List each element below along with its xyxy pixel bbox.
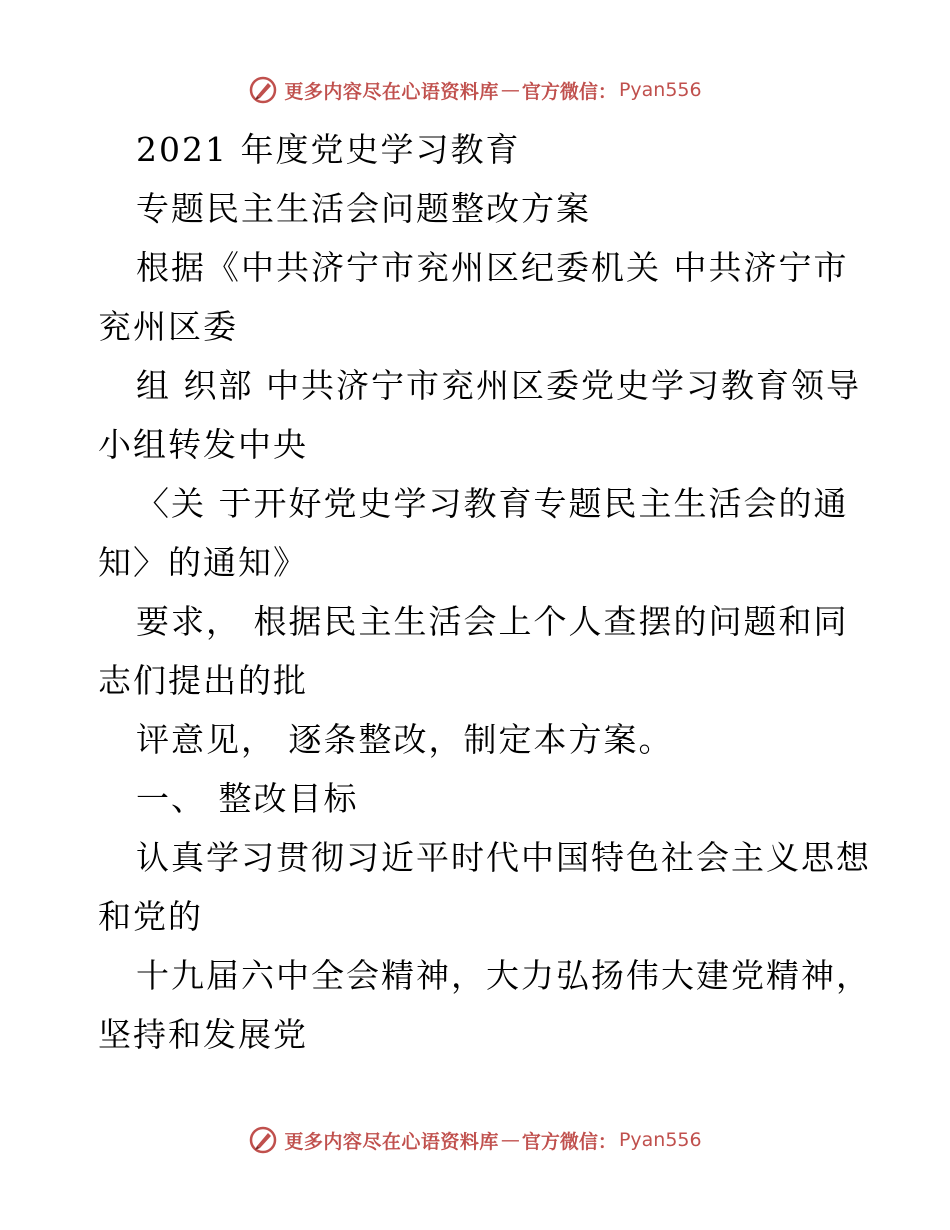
watermark-label: 官方微信：	[521, 80, 617, 103]
document-line: 志们提出的批	[98, 661, 308, 700]
document-body	[98, 120, 871, 1064]
document-line: 一、 整改目标	[136, 779, 359, 818]
document-line: 和党的	[98, 897, 203, 936]
header-watermark	[0, 70, 950, 110]
document-line: 知〉的通知》	[98, 543, 308, 582]
watermark-text: 更多内容尽在心语资料库	[284, 80, 499, 103]
document-line: 要求， 根据民主生活会上个人查摆的问题和同	[136, 602, 849, 641]
watermark-text: 更多内容尽在心语资料库	[284, 1130, 499, 1153]
document-line: 兖州区委	[98, 307, 238, 346]
document-line: 坚持和发展党	[98, 1015, 308, 1054]
watermark-label: 官方微信：	[521, 1130, 617, 1153]
document-line: 十九届六中全会精神，大力弘扬伟大建党精神，	[136, 956, 871, 995]
pen-logo-icon	[248, 1125, 278, 1155]
watermark-wechat-id: Pyan556	[618, 1129, 702, 1151]
document-line: 认真学习贯彻习近平时代中国特色社会主义思想	[136, 838, 871, 877]
document-line: 组 织部 中共济宁市兖州区委党史学习教育领导	[136, 366, 861, 405]
document-line: 根据《中共济宁市兖州区纪委机关 中共济宁市	[136, 248, 849, 287]
document-line: 小组转发中央	[98, 425, 308, 464]
watermark-wechat-id: Pyan556	[618, 79, 702, 101]
pen-logo-icon	[248, 75, 278, 105]
footer-watermark	[0, 1120, 950, 1160]
document-line: 专题民主生活会问题整改方案	[136, 189, 591, 228]
watermark-separator: —	[500, 1129, 520, 1151]
document-line: 评意见， 逐条整改，制定本方案。	[136, 720, 674, 759]
watermark-separator: —	[500, 79, 520, 101]
document-line: 〈关 于开好党史学习教育专题民主生活会的通	[136, 484, 849, 523]
document-line: 2021 年度党史学习教育	[136, 130, 521, 169]
